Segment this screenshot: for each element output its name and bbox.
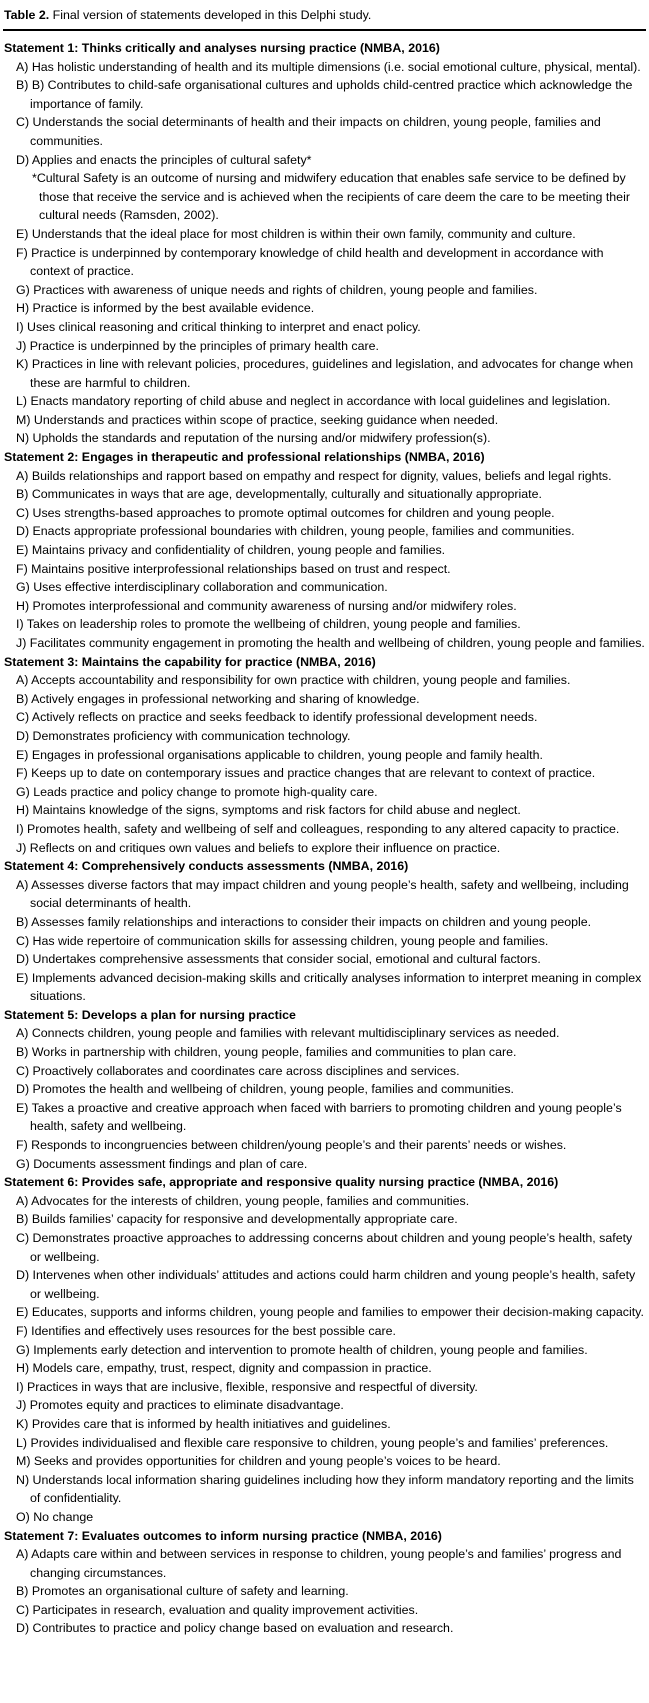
statement-item: I) Promotes health, safety and wellbeing of self and colleagues, responding to any altered capacity to practice. <box>16 821 620 836</box>
statement-item: D) Promotes the health and wellbeing of children, young people, families and communities. <box>16 1082 514 1097</box>
statement-item: C) Demonstrates proactive approaches to addressing concerns about children and young people’s health, safety or wellbeing. <box>16 1231 633 1264</box>
statement-item: H) Practice is informed by the best available evidence. <box>16 301 315 316</box>
statement-heading: Statement 3: Maintains the capability for practice (NMBA, 2016) <box>4 654 376 669</box>
statement-item: I) Takes on leadership roles to promote the wellbeing of children, young people and families. <box>16 617 521 632</box>
statement-item: B) Assesses family relationships and interactions to consider their impacts on children and young people. <box>16 914 592 929</box>
statement-item: F) Practice is underpinned by contemporary knowledge of child health and development in accordance with context of practice. <box>16 245 604 279</box>
statement-item: B) Works in partnership with children, young people, families and communities to plan care. <box>16 1045 517 1060</box>
statement-item: E) Takes a proactive and creative approach when faced with barriers to promoting children and young people’s health, safety and wellbeing. <box>16 1100 622 1134</box>
statement-item: J) Facilitates community engagement in promoting the health and wellbeing of children, young people and families. <box>16 636 645 650</box>
statement-item: A) Advocates for the interests of children, young people, families and communities. <box>16 1193 470 1208</box>
statement-item: H) Maintains knowledge of the signs, symptoms and risk factors for child abuse and neglect. <box>16 803 521 818</box>
statement-item: L) Provides individualised and flexible care responsive to children, young people’s and families’ preferences. <box>16 1435 609 1450</box>
statement-item: J) Practice is underpinned by the principles of primary health care. <box>16 338 379 353</box>
statement-item: M) Understands and practices within scope of practice, seeking guidance when needed. <box>16 412 499 427</box>
statement-item: O) No change <box>16 1509 94 1524</box>
statement-item: H) Promotes interprofessional and community awareness of nursing and/or midwifery roles. <box>16 598 517 613</box>
statement-item: D) Intervenes when other individuals’ attitudes and actions could harm children and young people’s health, safety or wellbeing. <box>16 1268 636 1301</box>
statement-item: D) Enacts appropriate professional boundaries with children, young people, families and communities. <box>16 524 575 539</box>
statement-item: N) Upholds the standards and reputation of the nursing and/or midwifery profession(s). <box>16 431 491 446</box>
statement-item: E) Understands that the ideal place for most children is within their own family, community and culture. <box>16 226 576 241</box>
statement-heading: Statement 5: Develops a plan for nursing practice <box>4 1007 296 1022</box>
statement-item: E) Educates, supports and informs children, young people and families to empower their decision-making capacity. <box>16 1305 644 1320</box>
statement-item: C) Uses strengths-based approaches to promote optimal outcomes for children and young people. <box>16 505 555 520</box>
statement-item: A) Builds relationships and rapport based on empathy and respect for dignity, values, beliefs and legal rights. <box>16 468 612 483</box>
statement-3 <box>3 653 646 858</box>
statement-item: A) Adapts care within and between services in response to children, young people’s and families’ progress and changing circumstances. <box>16 1547 622 1580</box>
statement-item: E) Maintains privacy and confidentiality of children, young people and families. <box>16 543 446 558</box>
statement-heading: Statement 1: Thinks critically and analyses nursing practice (NMBA, 2016) <box>4 41 440 55</box>
statement-item: H) Models care, empathy, trust, respect, dignity and compassion in practice. <box>16 1361 432 1376</box>
statement-item: A) Connects children, young people and families with relevant multidisciplinary services as needed. <box>16 1026 560 1041</box>
statements-list <box>3 39 646 1638</box>
statement-item: I) Uses clinical reasoning and critical thinking to interpret and enact policy. <box>16 319 421 334</box>
table-caption-text: Final version of statements developed in this Delphi study. <box>52 8 372 22</box>
statement-item: G) Practices with awareness of unique needs and rights of children, young people and families. <box>16 282 538 297</box>
statement-item: D) Undertakes comprehensive assessments that consider social, emotional and cultural factors. <box>16 952 541 967</box>
statement-item: K) Practices in line with relevant policies, procedures, guidelines and legislation, and advocates for change when these are harmful to children. <box>16 357 634 390</box>
statement-item: D) Applies and enacts the principles of cultural safety* <box>16 152 312 167</box>
statement-item: L) Enacts mandatory reporting of child abuse and neglect in accordance with local guidelines and legislation. <box>16 394 611 409</box>
statement-item: B) Promotes an organisational culture of safety and learning. <box>16 1584 349 1599</box>
statement-item: J) Reflects on and critiques own values and beliefs to explore their influence on practice. <box>16 840 501 855</box>
statement-item: M) Seeks and provides opportunities for children and young people’s voices to be heard. <box>16 1454 501 1469</box>
statement-item: K) Provides care that is informed by health initiatives and guidelines. <box>16 1416 391 1431</box>
statement-item: B) B) Contributes to child-safe organisational cultures and upholds child-centred practice which acknowledge the importance of family. <box>16 78 633 111</box>
statement-item: B) Communicates in ways that are age, developmentally, culturally and situationally appropriate. <box>16 487 542 502</box>
statement-heading: Statement 6: Provides safe, appropriate and responsive quality nursing practice (NMBA, 2016) <box>4 1175 559 1190</box>
statement-7 <box>3 1527 646 1639</box>
statement-item: A) Has holistic understanding of health and its multiple dimensions (i.e. social emotional culture, physical, mental). <box>16 59 641 74</box>
statement-item-note: *Cultural Safety is an outcome of nursing and midwifery education that enables safe service to be defined by those that receive the service and is achieved when the recipients of care deem the care to be meeting their cultural needs (Ramsden, 2002). <box>32 171 630 223</box>
statement-item: F) Maintains positive interprofessional relationships based on trust and respect. <box>16 561 451 576</box>
statement-item: B) Actively engages in professional networking and sharing of knowledge. <box>16 691 420 706</box>
statement-6 <box>3 1173 646 1526</box>
table-caption-label: Table 2. <box>4 8 50 22</box>
statement-item: D) Contributes to practice and policy change based on evaluation and research. <box>16 1621 454 1636</box>
statement-item: E) Implements advanced decision-making skills and critically analyses information to interpret meaning in complex situations. <box>16 970 642 1004</box>
statement-item: B) Builds families’ capacity for responsive and developmentally appropriate care. <box>16 1212 458 1227</box>
statement-item: I) Practices in ways that are inclusive, flexible, responsive and respectful of diversity. <box>16 1379 478 1394</box>
statement-item: E) Engages in professional organisations applicable to children, young people and family health. <box>16 747 543 762</box>
statement-5 <box>3 1006 646 1173</box>
statement-item: A) Accepts accountability and responsibility for own practice with children, young people and families. <box>16 673 571 688</box>
statement-heading: Statement 4: Comprehensively conducts assessments (NMBA, 2016) <box>4 859 409 874</box>
statement-item: A) Assesses diverse factors that may impact children and young people’s health, safety and wellbeing, including social determinants of health. <box>16 877 629 911</box>
statement-1 <box>3 39 646 448</box>
statement-item: F) Keeps up to date on contemporary issues and practice changes that are relevant to context of practice. <box>16 766 596 781</box>
statement-item: G) Uses effective interdisciplinary collaboration and communication. <box>16 580 388 595</box>
statement-heading: Statement 2: Engages in therapeutic and professional relationships (NMBA, 2016) <box>4 450 485 465</box>
statement-item: C) Understands the social determinants of health and their impacts on children, young people, families and communities. <box>16 115 601 148</box>
statement-item: G) Documents assessment findings and plan of care. <box>16 1156 308 1171</box>
statement-item: J) Promotes equity and practices to eliminate disadvantage. <box>16 1398 344 1413</box>
statement-item: D) Demonstrates proficiency with communication technology. <box>16 728 351 743</box>
statement-item: C) Participates in research, evaluation and quality improvement activities. <box>16 1602 419 1617</box>
statement-item: F) Identifies and effectively uses resources for the best possible care. <box>16 1323 396 1338</box>
table-top-rule <box>3 29 646 31</box>
statement-heading: Statement 7: Evaluates outcomes to inform nursing practice (NMBA, 2016) <box>4 1528 442 1543</box>
statement-2 <box>3 448 646 653</box>
statement-item: G) Leads practice and policy change to promote high-quality care. <box>16 784 378 799</box>
statement-item: C) Actively reflects on practice and seeks feedback to identify professional development needs. <box>16 710 538 725</box>
statement-item: F) Responds to incongruencies between children/young people’s and their parents’ needs or wishes. <box>16 1138 567 1153</box>
statement-item: C) Proactively collaborates and coordinates care across disciplines and services. <box>16 1063 460 1078</box>
statement-item: N) Understands local information sharing guidelines including how they inform mandatory reporting and the limits of confidentiality. <box>16 1472 634 1506</box>
statement-item: C) Has wide repertoire of communication skills for assessing children, young people and families. <box>16 933 549 948</box>
statement-item: G) Implements early detection and intervention to promote health of children, young people and families. <box>16 1342 588 1357</box>
statement-4 <box>3 857 646 1006</box>
table-caption <box>3 5 646 29</box>
